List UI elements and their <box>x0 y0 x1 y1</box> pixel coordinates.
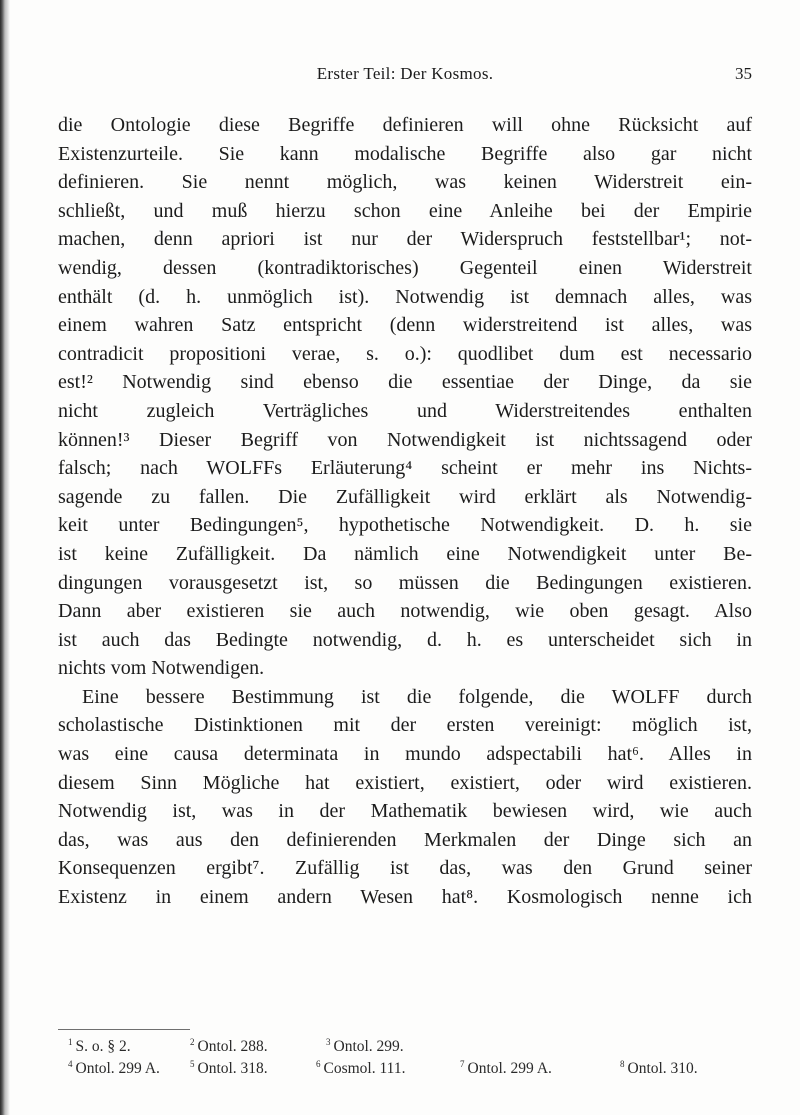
footnote-row <box>58 1058 758 1080</box>
footnote-number: 5 <box>190 1058 195 1069</box>
footnotes <box>58 1036 758 1080</box>
text-line: schließt, und muß hierzu schon eine Anleihe bei der Empirie <box>58 199 752 222</box>
page-number: 35 <box>735 64 752 83</box>
text-line: dingungen vorausgesetzt ist, so müssen die Bedingungen existieren. <box>58 571 752 594</box>
text-line: est!² Notwendig sind ebenso die essentiae der Dinge, da sie <box>58 371 752 394</box>
text-line: ist keine Zufälligkeit. Da nämlich eine Notwendigkeit unter Be- <box>58 542 752 565</box>
footnote <box>68 1036 131 1058</box>
text-line: einem wahren Satz entspricht (denn widerstreitend ist alles, was <box>58 314 752 337</box>
text-line: können!³ Dieser Begriff von Notwendigkeit ist nichtssagend oder <box>58 428 752 451</box>
text-line: das, was aus den definierenden Merkmalen der Dinge sich an <box>58 828 752 851</box>
text-line: Eine bessere Bestimmung ist die folgende, die WOLFF durch <box>82 685 752 708</box>
footnote-number: 4 <box>68 1058 73 1069</box>
text-line: Notwendig ist, was in der Mathematik bewiesen wird, wie auch <box>58 800 752 823</box>
running-head: Erster Teil: Der Kosmos. <box>316 64 494 83</box>
footnote-divider <box>58 1029 190 1030</box>
page-header <box>58 64 752 88</box>
footnote-text: Ontol. 299. <box>333 1038 404 1055</box>
text-line: sagende zu fallen. Die Zufälligkeit wird erklärt als Notwendig- <box>58 485 752 508</box>
footnote <box>68 1058 160 1080</box>
footnote-number: 3 <box>326 1036 331 1047</box>
footnote-row <box>58 1036 758 1058</box>
text-line: enthält (d. h. unmöglich ist). Notwendig ist demnach alles, was <box>58 285 752 308</box>
text-line: wendig, dessen (kontradiktorisches) Gegenteil einen Widerstreit <box>58 256 752 279</box>
footnote-number: 8 <box>620 1058 625 1069</box>
footnote <box>190 1058 268 1080</box>
text-line: falsch; nach WOLFFs Erläuterung⁴ scheint er mehr ins Nichts- <box>58 457 752 480</box>
text-line: scholastische Distinktionen mit der ersten vereinigt: möglich ist, <box>58 714 752 737</box>
text-line: ist auch das Bedingte notwendig, d. h. es unterscheidet sich in <box>58 628 752 651</box>
text-line: Existenzurteile. Sie kann modalische Begriffe also gar nicht <box>58 142 752 165</box>
footnote-text: Ontol. 299 A. <box>75 1060 160 1077</box>
text-line: contradicit propositioni verae, s. o.): quodlibet dum est necessario <box>58 342 752 365</box>
page-binding-edge <box>0 0 10 1115</box>
footnote-number: 7 <box>460 1058 465 1069</box>
footnote-number: 2 <box>190 1036 195 1047</box>
footnote-text: Cosmol. 111. <box>323 1060 406 1077</box>
text-line: Konsequenzen ergibt⁷. Zufällig ist das, was den Grund seiner <box>58 857 752 880</box>
text-line: die Ontologie diese Begriffe definieren will ohne Rücksicht auf <box>58 114 752 136</box>
footnote-text: Ontol. 318. <box>197 1060 268 1077</box>
text-line: keit unter Bedingungen⁵, hypothetische Notwendigkeit. D. h. sie <box>58 514 752 537</box>
body-text <box>58 111 752 912</box>
text-line: nichts vom Notwendigen. <box>58 657 265 680</box>
footnote <box>326 1036 404 1058</box>
footnote <box>190 1036 268 1058</box>
text-line: Existenz in einem andern Wesen hat⁸. Kosmologisch nenne ich <box>58 886 752 909</box>
text-line: Dann aber existieren sie auch notwendig, wie oben gesagt. Also <box>58 600 752 623</box>
footnote-text: Ontol. 288. <box>197 1038 268 1055</box>
footnote <box>460 1058 552 1080</box>
footnote-text: S. o. § 2. <box>75 1038 131 1055</box>
text-line: nicht zugleich Verträgliches und Widerstreitendes enthalten <box>58 399 752 422</box>
footnote-number: 1 <box>68 1036 73 1047</box>
footnote-number: 6 <box>316 1058 321 1069</box>
footnote-text: Ontol. 299 A. <box>467 1060 552 1077</box>
text-line: machen, denn apriori ist nur der Widerspruch feststellbar¹; not- <box>58 228 752 251</box>
footnote-text: Ontol. 310. <box>627 1060 698 1077</box>
text-line: diesem Sinn Mögliche hat existiert, existiert, oder wird existieren. <box>58 771 752 794</box>
text-line: definieren. Sie nennt möglich, was keinen Widerstreit ein- <box>58 171 752 194</box>
footnote <box>316 1058 405 1080</box>
footnote <box>620 1058 698 1080</box>
text-line: was eine causa determinata in mundo adspectabili hat⁶. Alles in <box>58 743 752 766</box>
